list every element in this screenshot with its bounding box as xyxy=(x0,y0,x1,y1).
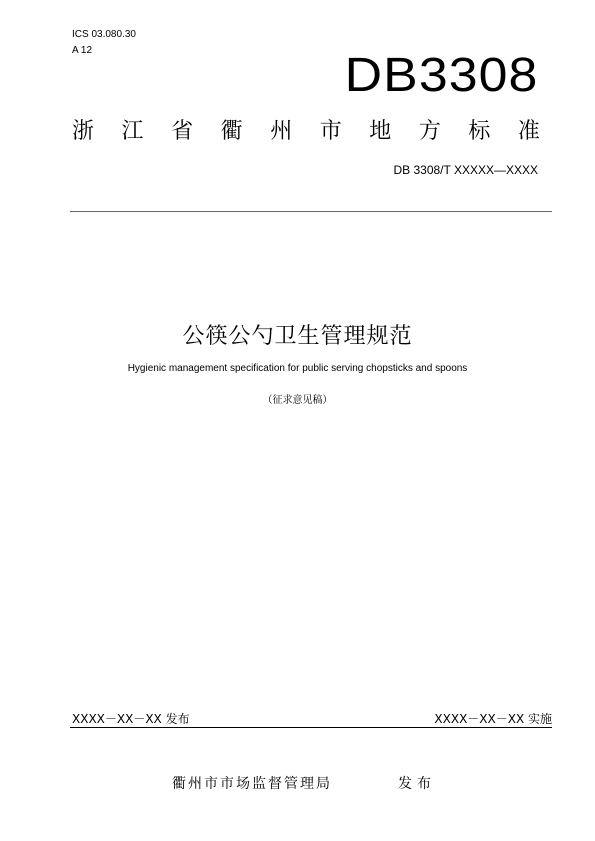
standard-type-char: 方 xyxy=(418,119,441,144)
draft-note: （征求意见稿） xyxy=(262,395,333,406)
issue-date: XXXX－XX－XX 发布 xyxy=(72,712,190,726)
standard-type-char: 准 xyxy=(517,119,540,144)
issuer-suffix: 发布 xyxy=(398,776,436,792)
ics-code: ICS 03.080.30 xyxy=(72,29,136,40)
header-divider xyxy=(70,211,552,212)
standard-type-char: 省 xyxy=(171,119,194,144)
issuing-authority: 衢州市市场监督管理局 xyxy=(172,776,332,792)
implementation-date: XXXX－XX－XX 实施 xyxy=(434,712,552,726)
standard-type-char: 浙 xyxy=(72,119,95,144)
standard-type-char: 地 xyxy=(369,119,392,144)
ccs-code: A 12 xyxy=(72,45,93,56)
standard-type xyxy=(72,118,540,146)
standard-number: DB 3308/T XXXXX—XXXX xyxy=(393,163,538,177)
standard-code: DB3308 xyxy=(344,49,538,102)
standard-type-char: 标 xyxy=(468,119,491,144)
standard-type-char: 市 xyxy=(319,119,342,144)
standard-type-char: 衢 xyxy=(220,119,243,144)
title-english: Hygienic management specification for public serving chopsticks and spoons xyxy=(127,363,468,374)
footer-divider xyxy=(70,727,552,728)
standard-type-char: 江 xyxy=(121,119,144,144)
standard-type-char: 州 xyxy=(270,119,293,144)
title-chinese: 公筷公勺卫生管理规范 xyxy=(182,324,413,349)
